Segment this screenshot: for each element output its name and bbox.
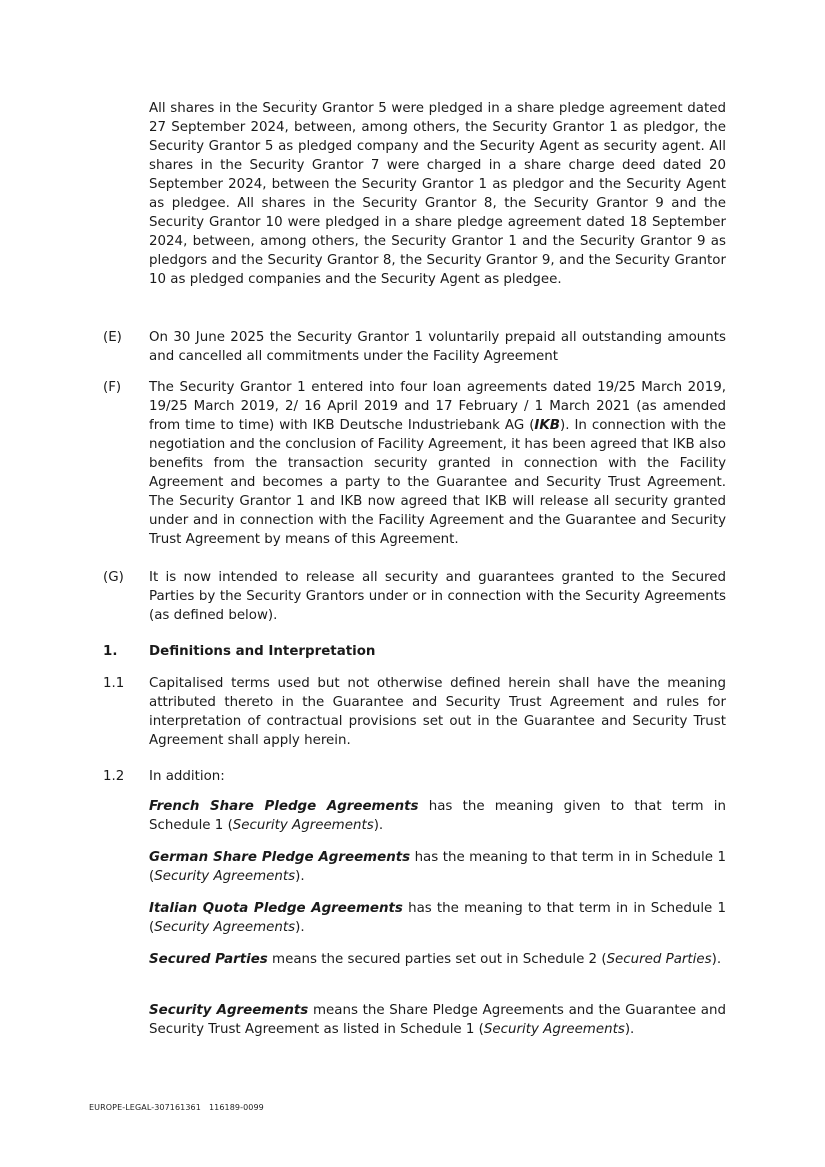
recital-f-label: (F) [103,380,122,395]
definition-item: Security Agreements means the Share Pledge Agreements and the Guarantee and Security Trust Agreement as listed in Schedule 1 (Security Agreements). [149,1003,726,1037]
page-footer [89,1103,264,1112]
section-1-number: 1. [103,644,118,659]
definition-item: German Share Pledge Agreements has the meaning to that term in in Schedule 1 (Security Agreements). [149,850,726,884]
clause-1-1-number: 1.1 [103,676,125,691]
clause-1-2-number: 1.2 [103,769,125,784]
definition-item: Secured Parties means the secured parties set out in Schedule 2 (Secured Parties). [149,952,722,967]
recital-g-label: (G) [103,570,124,585]
clause-1-1-text: Capitalised terms used but not otherwise defined herein shall have the meaning attributed thereto in the Guarantee and Security Trust Agreement and rules for interpretation of contractual provisions set out in the Guarantee and Security Trust Agreement shall apply herein. [149,676,726,748]
definition-term: German Share Pledge Agreements [149,850,411,865]
definition-term: Security Agreements [149,1003,309,1018]
recital-g-text: It is now intended to release all security and guarantees granted to the Secured Parties by the Security Grantors under or in connection with the Security Agreements (as defined below). [149,570,726,623]
recital-e-label: (E) [103,330,122,345]
recital-d-continuation: All shares in the Security Grantor 5 were pledged in a share pledge agreement dated 27 September 2024, between, among others, the Security Grantor 1 as pledgor, the Security Grantor 5 as pledged company and the Security Agent as security agent. All shares in the Security Grantor 7 were charged in a share charge deed dated 20 September 2024, between the Security Grantor 1 as pledgor and the Security Agent as pledgee. All shares in the Security Grantor 8, the Security Grantor 9 and the Security Grantor 10 were pledged in a share pledge agreement dated 18 September 2024, between, among others, the Security Grantor 1 and the Security Grantor 9 as pledgors and the Security Grantor 8, the Security Grantor 9, and the Security Grantor 10 as pledged companies and the Security Agent as pledgee. [149,101,726,287]
definition-term: Italian Quota Pledge Agreements [149,901,403,916]
defined-term-ikb: IKB [534,418,560,433]
footer-matter-number: 116189-0099 [208,1103,264,1112]
recital-e-text: On 30 June 2025 the Security Grantor 1 voluntarily prepaid all outstanding amounts and cancelled all commitments under the Facility Agreement [149,330,726,364]
definition-term: Secured Parties [149,952,268,967]
definition-item: French Share Pledge Agreements has the meaning given to that term in Schedule 1 (Security Agreements). [149,799,726,833]
recital-f-text: The Security Grantor 1 entered into four loan agreements dated 19/25 March 2019, 19/25 March 2019, 2/ 16 April 2019 and 17 February / 1 March 2021 (as amended from time to time) with IKB Deutsche Industriebank AG (IKB). In connection with the negotiation and the conclusion of Facility Agreement, it has been agreed that IKB also benefits from the transaction security granted in connection with the Facility Agreement and becomes a party to the Guarantee and Security Trust Agreement. The Security Grantor 1 and IKB now agreed that IKB will release all security granted under and in connection with the Facility Agreement and the Guarantee and Security Trust Agreement by means of this Agreement. [149,380,727,547]
section-1-title: Definitions and Interpretation [149,644,376,659]
definition-item: Italian Quota Pledge Agreements has the meaning to that term in in Schedule 1 (Security Agreements). [149,901,726,935]
clause-1-2-text: In addition: [149,769,225,784]
footer-doc-ref: EUROPE-LEGAL-307161361 [89,1103,201,1112]
definition-term: French Share Pledge Agreements [149,799,419,814]
